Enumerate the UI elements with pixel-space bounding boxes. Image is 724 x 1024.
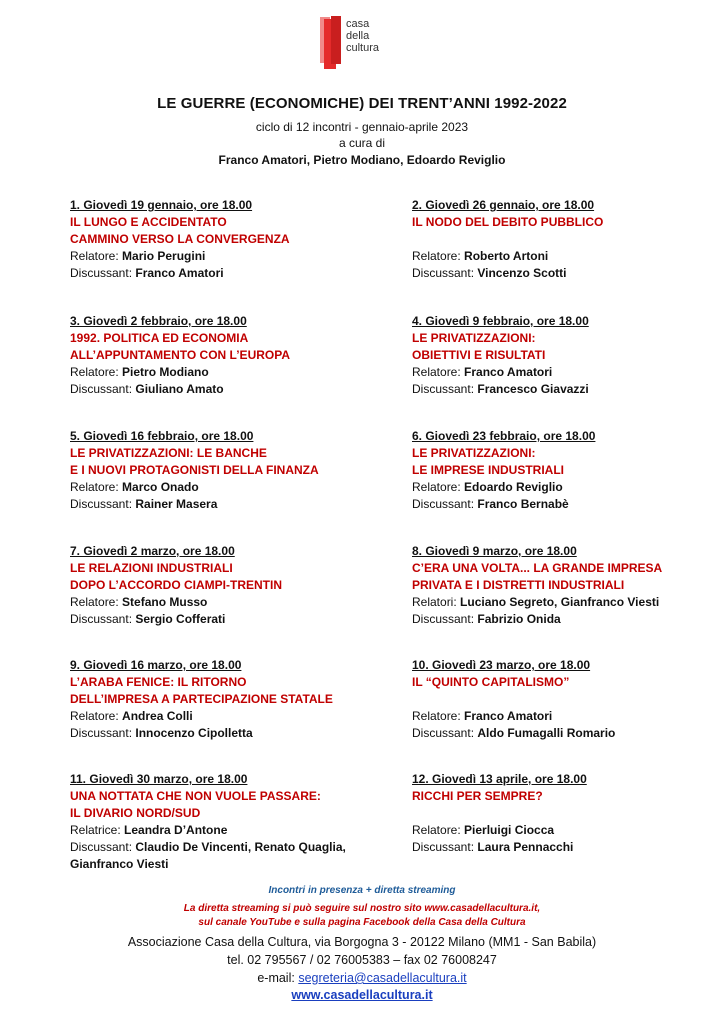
discussant-name: Giuliano Amato: [135, 382, 224, 396]
discussant-name: Francesco Giavazzi: [477, 382, 589, 396]
event-topic: ALL’APPUNTAMENTO CON L’EUROPA: [70, 348, 291, 362]
speaker-row: [412, 248, 712, 265]
discussant-name: Aldo Fumagalli Romario: [477, 726, 616, 740]
speaker-row: [70, 248, 370, 265]
streaming-notice: Incontri in presenza + diretta streaming: [268, 885, 456, 896]
curated-by-label: a cura di: [338, 136, 386, 150]
event-topic: LE PRIVATIZZAZIONI: LE BANCHE: [70, 446, 267, 460]
discussant-label: Discussant:: [412, 840, 478, 854]
event-12: [412, 771, 712, 856]
streaming-note-line-1: La diretta streaming si può seguire sul nostro sito www.casadellacultura.it,: [183, 903, 541, 914]
event-9: [70, 657, 370, 742]
event-1: [70, 197, 370, 282]
speaker-row: [412, 594, 712, 611]
event-topic: L’ARABA FENICE: IL RITORNO: [70, 675, 247, 689]
event-topic: CAMMINO VERSO LA CONVERGENZA: [70, 232, 290, 246]
discussant-name: Sergio Cofferati: [135, 612, 226, 626]
discussant-label: Discussant:: [70, 266, 136, 280]
discussant-label: Discussant:: [70, 497, 136, 511]
speaker-label: Relatore:: [70, 365, 123, 379]
event-topic: PRIVATA E I DISTRETTI INDUSTRIALI: [412, 578, 625, 592]
discussant-row-continued: [70, 856, 370, 873]
event-date: 6. Giovedì 23 febbraio, ore 18.00: [412, 429, 596, 443]
discussant-row: [70, 725, 370, 742]
speaker-label: Relatrice:: [70, 823, 125, 837]
event-date: 12. Giovedì 13 aprile, ore 18.00: [412, 772, 587, 786]
speaker-name: Stefano Musso: [122, 595, 208, 609]
discussant-row: [412, 381, 712, 398]
event-topic: LE RELAZIONI INDUSTRIALI: [70, 561, 233, 575]
website-link[interactable]: www.casadellacultura.it: [291, 988, 433, 1002]
discussant-name: Claudio De Vincenti, Renato Quaglia,: [135, 840, 346, 854]
speaker-label: Relatore:: [412, 709, 465, 723]
event-topic: OBIETTIVI E RISULTATI: [412, 348, 546, 362]
event-date: 3. Giovedì 2 febbraio, ore 18.00: [70, 314, 247, 328]
discussant-label: Discussant:: [412, 726, 478, 740]
discussant-name: Rainer Masera: [135, 497, 218, 511]
speaker-label: Relatore:: [70, 480, 123, 494]
speaker-label: Relatore:: [412, 249, 465, 263]
speaker-name: Leandra D’Antone: [124, 823, 228, 837]
discussant-label: Discussant:: [412, 612, 478, 626]
discussant-label: Discussant:: [412, 382, 478, 396]
discussant-name: Innocenzo Cipolletta: [135, 726, 253, 740]
discussant-name: Fabrizio Onida: [477, 612, 561, 626]
speaker-label: Relatore:: [412, 365, 465, 379]
event-date: 11. Giovedì 30 marzo, ore 18.00: [70, 772, 248, 786]
event-topic: C’ERA UNA VOLTA... LA GRANDE IMPRESA: [412, 561, 663, 575]
phone-fax: tel. 02 795567 / 02 76005383 – fax 02 76008247: [227, 953, 497, 967]
speaker-name: Mario Perugini: [122, 249, 206, 263]
speaker-row: [412, 479, 712, 496]
event-topic: IL DIVARIO NORD/SUD: [70, 806, 201, 820]
speaker-row: [70, 708, 370, 725]
discussant-label: Discussant:: [70, 612, 136, 626]
discussant-label: Discussant:: [70, 382, 136, 396]
discussant-name: Vincenzo Scotti: [477, 266, 567, 280]
speaker-row: [70, 822, 370, 839]
event-topic: 1992. POLITICA ED ECONOMIA: [70, 331, 249, 345]
association-address: Associazione Casa della Cultura, via Borgogna 3 - 20122 Milano (MM1 - San Babila): [127, 935, 597, 949]
email-link[interactable]: segreteria@casadellacultura.it: [298, 971, 467, 985]
discussant-row: [70, 496, 370, 513]
discussant-name: Laura Pennacchi: [477, 840, 574, 854]
curators: Franco Amatori, Pietro Modiano, Edoardo Reviglio: [218, 153, 506, 167]
discussant-name: Franco Bernabè: [477, 497, 569, 511]
event-7: [70, 543, 370, 628]
event-date: 1. Giovedì 19 gennaio, ore 18.00: [70, 198, 253, 212]
discussant-label: Discussant:: [70, 840, 136, 854]
event-topic: LE PRIVATIZZAZIONI:: [412, 331, 536, 345]
streaming-note-line-2: sul canale YouTube e sulla pagina Facebook della Casa della Cultura: [198, 917, 526, 928]
event-11: [70, 771, 370, 873]
speaker-row: [70, 364, 370, 381]
discussant-row: [412, 725, 712, 742]
event-date: 5. Giovedì 16 febbraio, ore 18.00: [70, 429, 254, 443]
speaker-name: Franco Amatori: [464, 365, 553, 379]
event-date: 4. Giovedì 9 febbraio, ore 18.00: [412, 314, 589, 328]
discussant-label: Discussant:: [70, 726, 136, 740]
discussant-row: [412, 265, 712, 282]
event-topic: RICCHI PER SEMPRE?: [412, 789, 543, 803]
event-topic: UNA NOTTATA CHE NON VUOLE PASSARE:: [70, 789, 321, 803]
speaker-row: [412, 364, 712, 381]
discussant-row: [412, 496, 712, 513]
event-topic: LE PRIVATIZZAZIONI:: [412, 446, 536, 460]
website-line: [0, 988, 724, 1002]
event-4: [412, 313, 712, 398]
casa-della-cultura-logo: [319, 16, 419, 78]
discussant-label: Discussant:: [412, 266, 478, 280]
speaker-name: Marco Onado: [122, 480, 199, 494]
speaker-name: Franco Amatori: [464, 709, 553, 723]
discussant-label: Discussant:: [412, 497, 478, 511]
speaker-label: Relatore:: [70, 595, 123, 609]
event-date: 8. Giovedì 9 marzo, ore 18.00: [412, 544, 577, 558]
speaker-label: Relatore:: [70, 709, 123, 723]
event-6: [412, 428, 712, 513]
event-date: 9. Giovedì 16 marzo, ore 18.00: [70, 658, 242, 672]
discussant-row: [412, 611, 712, 628]
page-title: LE GUERRE (ECONOMICHE) DEI TRENT’ANNI 1992-2022: [157, 95, 567, 112]
event-topic: E I NUOVI PROTAGONISTI DELLA FINANZA: [70, 463, 319, 477]
speaker-name: Edoardo Reviglio: [464, 480, 563, 494]
speaker-label: Relatore:: [412, 480, 465, 494]
email-line: [0, 971, 724, 985]
event-2: [412, 197, 712, 282]
discussant-name: Franco Amatori: [135, 266, 224, 280]
discussant-row: [70, 265, 370, 282]
event-date: 2. Giovedì 26 gennaio, ore 18.00: [412, 198, 595, 212]
speaker-name: Luciano Segreto, Gianfranco Viesti: [460, 595, 660, 609]
event-date: 10. Giovedì 23 marzo, ore 18.00: [412, 658, 591, 672]
event-topic: IL “QUINTO CAPITALISMO”: [412, 675, 570, 689]
event-3: [70, 313, 370, 398]
discussant-name: Gianfranco Viesti: [70, 857, 169, 871]
discussant-row: [412, 839, 712, 856]
discussant-row: [70, 839, 370, 856]
speaker-name: Pierluigi Ciocca: [464, 823, 555, 837]
event-5: [70, 428, 370, 513]
speaker-row: [70, 479, 370, 496]
speaker-label: Relatore:: [70, 249, 123, 263]
email-label: e-mail:: [257, 971, 299, 985]
speaker-row: [412, 822, 712, 839]
event-10: [412, 657, 712, 742]
logo-text: [346, 18, 379, 54]
speaker-name: Andrea Colli: [122, 709, 193, 723]
discussant-row: [70, 611, 370, 628]
page-subtitle: ciclo di 12 incontri - gennaio-aprile 2023: [255, 120, 469, 134]
speaker-row: [412, 708, 712, 725]
event-topic: IL NODO DEL DEBITO PUBBLICO: [412, 215, 604, 229]
speaker-label: Relatore:: [412, 823, 465, 837]
event-topic: LE IMPRESE INDUSTRIALI: [412, 463, 565, 477]
logo-mark-icon: [319, 16, 345, 72]
speaker-label: Relatori:: [412, 595, 461, 609]
logo-line-1: casa: [346, 18, 370, 30]
logo-line-2: della: [346, 30, 370, 42]
discussant-row: [70, 381, 370, 398]
logo-line-3: cultura: [346, 42, 380, 54]
speaker-row: [70, 594, 370, 611]
event-topic: DOPO L’ACCORDO CIAMPI-TRENTIN: [70, 578, 282, 592]
event-8: [412, 543, 712, 628]
event-topic: DELL’IMPRESA A PARTECIPAZIONE STATALE: [70, 692, 333, 706]
event-topic: IL LUNGO E ACCIDENTATO: [70, 215, 227, 229]
speaker-name: Roberto Artoni: [464, 249, 549, 263]
speaker-name: Pietro Modiano: [122, 365, 209, 379]
event-date: 7. Giovedì 2 marzo, ore 18.00: [70, 544, 235, 558]
